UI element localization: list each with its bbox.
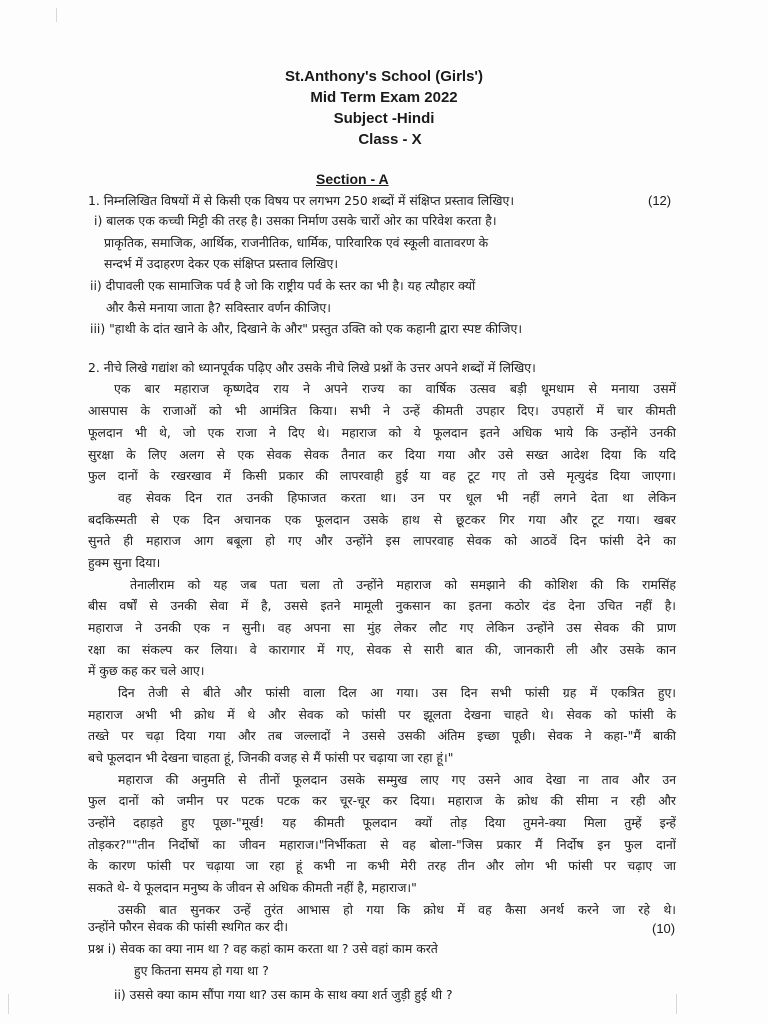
- passage-line: वह सेवक दिन रात उनकी हिफाजत करता था। उन पर धूल भी नहीं लगने देता था लेकिन: [118, 490, 676, 505]
- q1-option-1-line: सन्दर्भ में उदाहरण देकर एक संक्षिप्त प्रस्ताव लिखिए।: [104, 256, 339, 271]
- question-line: प्रश्न i) सेवक का क्या नाम था ? वह कहां काम करता था ? उसे वहां काम करते: [88, 941, 438, 956]
- passage-line: उन्होंने फौरन सेवक की फांसी स्थगित कर दी।: [88, 919, 289, 934]
- passage-line: फूलदान भी थे, जो एक राजा ने दिए थे। महाराज को ये फूलदान इतने अधिक भाये कि उन्होंने उनकी: [88, 425, 676, 440]
- q2-instruction: 2. नीचे लिखे गद्यांश को ध्यानपूर्वक पढ़िए और उसके नीचे लिखे प्रश्नों के उत्तर अपने शब्दों में लिखिए।: [88, 360, 536, 375]
- passage-line: सुरक्षा के लिए अलग से एक सेवक सेवक तैनात कर दिया गया और उसे सख्त आदेश दिया कि यदि: [88, 447, 676, 462]
- passage-line: बीस वर्षों से उनकी सेवा में है, उससे इतने मामूली नुकसान का इतना कठोर दंड देना उचित नहीं है।: [88, 598, 676, 613]
- subject-title: Subject -Hindi: [333, 110, 435, 127]
- passage-line: फुल दानों को जमीन पर पटक पटक कर चूर-चूर कर दिया। महाराज के क्रोध की सीमा न रही और: [88, 793, 676, 808]
- passage-line: महाराज अभी भी क्रोध में थे और सेवक को फांसी पर झूलता देखना चाहते थे। सेवक को फांसी के: [88, 707, 676, 722]
- q1-option-1-line: i) बालक एक कच्ची मिट्टी की तरह है। उसका निर्माण उसके चारों ओर का परिवेश करता है।: [94, 213, 497, 228]
- q1-marks: (12): [648, 193, 672, 208]
- scan-corner-mark: [8, 994, 19, 1014]
- passage-line: में कुछ कह कर चले आए।: [88, 663, 205, 678]
- q1-option-2-line: ii) दीपावली एक सामाजिक पर्व है जो कि राष्ट्रीय पर्व के स्तर का भी है। यह त्यौहार क्यों: [90, 278, 476, 293]
- passage-line: महाराज ने उनकी एक न सुनी। वह अपना सा मुंह लेकर लौट गए लेकिन उन्होंने उस सेवक की प्राण: [88, 620, 676, 635]
- q2-marks: (10): [652, 921, 676, 936]
- exam-header: [0, 66, 768, 150]
- passage-line: तेनालीराम को यह जब पता चला तो उन्होंने महाराज को समझाने की कोशिश की कि रामसिंह: [130, 577, 676, 592]
- passage-line: तख्ते पर चढ़ा दिया गया और तब जल्लादों ने उससे उसकी अंतिम इच्छा पूछी। सेवक ने कहा-"मैं बाकी: [88, 728, 676, 743]
- passage-line: हुक्म सुना दिया।: [88, 555, 161, 570]
- passage-line: उसकी बात सुनकर उन्हें तुरंत आभास हो गया कि क्रोध में वह कैसा अनर्थ करने जा रहे थे।: [118, 902, 676, 917]
- question-line: हुए कितना समय हो गया था ?: [134, 963, 269, 978]
- passage-line: बदकिस्मती से एक दिन अचानक एक फूलदान उसके हाथ से छूटकर गिर गया और टूट गया। खबर: [88, 512, 676, 527]
- q1-instruction: 1. निम्नलिखित विषयों में से किसी एक विषय पर लगभग 250 शब्दों में संक्षिप्त प्रस्ताव लिखिए।: [88, 193, 515, 208]
- q1-option-2-line: और कैसे मनाया जाता है? सविस्तार वर्णन कीजिए।: [106, 300, 331, 315]
- scan-corner-mark: [676, 994, 687, 1014]
- class-title: Class - X: [358, 131, 422, 148]
- passage-line: फुल दानों के रखरखाव में किसी प्रकार की लापरवाही हुई या वह टूट गए तो उसे मृत्युदंड दिया जाएगा।: [88, 468, 676, 483]
- q1-option-3: iii) "हाथी के दांत खाने के और, दिखाने के और" प्रस्तुत उक्ति को एक कहानी द्वारा स्पष्ट कीजिए।: [90, 321, 523, 336]
- passage-line: दिन तेजी से बीते और फांसी वाला दिल आ गया। उस दिन सभी फांसी ग्रह में एकत्रित हुए।: [118, 685, 676, 700]
- school-name: St.Anthony's School (Girls'): [285, 68, 483, 85]
- passage-line: के कारण फांसी पर चढ़ाया जा रहा हूं कभी ना कभी मेरी तरह तीन और लोग भी फांसी पर चढ़ाए जा: [88, 858, 676, 873]
- passage-line: सुनते ही महाराज आग बबूला हो गए और उन्होंने इस लापरवाह सेवक को आठवें दिन फांसी देने का: [88, 533, 676, 548]
- scan-corner-mark: [56, 8, 75, 22]
- passage-line: उन्होंने दहाड़ते हुए पूछा-"मूर्ख! यह कीमती फूलदान क्यों तोड़ दिया तुमने-क्या मिला तुम्हें इन्हें: [88, 815, 676, 830]
- passage-line: रक्षा का संकल्प कर लिया। वे कारागार में गए, सेवक से सारी बात की, जानकारी ली और उसके कान: [88, 642, 676, 657]
- passage-line: बचे फूलदान भी देखना चाहता हूं, जिनकी वजह से मैं फांसी पर चढ़ाया जा रहा हूं।": [88, 750, 454, 765]
- passage-line: आसपास के राजाओं को भी आमंत्रित किया। सभी ने उन्हें कीमती उपहार दिए। उपहारों में चार कीमती: [88, 403, 676, 418]
- exam-title: Mid Term Exam 2022: [310, 89, 458, 106]
- passage-line: महाराज की अनुमति से तीनों फूलदान उसके सम्मुख लाए गए उसने आव देखा ना ताव और उन: [118, 772, 676, 787]
- section-heading: Section - A: [316, 171, 389, 187]
- passage-line: तोड़कर?""तीन निर्दोषों का जीवन महाराज।"निर्भीकता से वह बोला-"जिस प्रकार मैं निर्दोष इन फुल दानों: [88, 837, 676, 852]
- question-line: ii) उससे क्या काम सौंपा गया था? उस काम के साथ क्या शर्त जुड़ी हुई थी ?: [114, 987, 453, 1002]
- passage-line: सकते थे- ये फूलदान मनुष्य के जीवन से अधिक कीमती नहीं है, महाराज।": [88, 880, 417, 895]
- q1-option-1-line: प्राकृतिक, समाजिक, आर्थिक, राजनीतिक, धार्मिक, पारिवारिक एवं स्कूली वातावरण के: [104, 235, 489, 250]
- passage-line: एक बार महाराज कृष्णदेव राय ने अपने राज्य का वार्षिक उत्सव बड़ी धूमधाम से मनाया उसमें: [114, 381, 676, 396]
